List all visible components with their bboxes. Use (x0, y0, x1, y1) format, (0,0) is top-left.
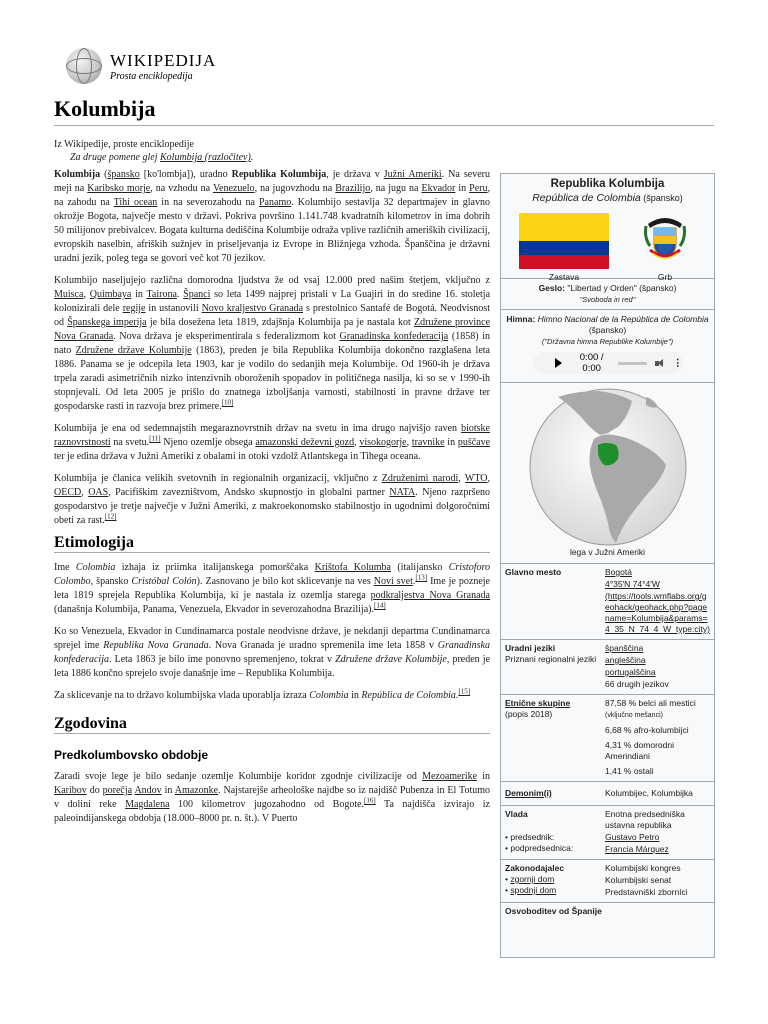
wikipedia-globe-icon (66, 48, 102, 84)
site-tagline: Prosta enciklopedija (110, 71, 193, 82)
link-oecd[interactable]: OECD (54, 487, 82, 498)
demonym-link[interactable]: Demonim(i) (505, 788, 552, 798)
link-spansko[interactable]: špansko (107, 169, 140, 180)
infobox-motto: Geslo: "Libertad y Orden" (špansko) "Svoboda in red" (538, 283, 677, 304)
infobox-row-demonym: Demonim(i) Kolumbijec, Kolumbijka (501, 781, 714, 805)
infobox-title: Republika Kolumbija (550, 178, 665, 190)
volume-icon[interactable] (655, 359, 663, 368)
flag-caption: Zastava (548, 272, 580, 282)
language-link[interactable]: španščina (605, 643, 644, 653)
link-amazonski-gozd[interactable]: amazonski deževni gozd (255, 437, 355, 448)
infobox-row-government: Vlada • predsednik: • podpredsednica: Enotna predsedniška ustavna republika Gustavo Petro Francia Márquez (501, 805, 714, 859)
wikipedia-logo[interactable] (66, 48, 266, 88)
link-spanci[interactable]: Španci (183, 289, 211, 300)
coat-caption: Grb (657, 272, 673, 282)
link-zdruzene-drzave-kolumbije[interactable]: Združene države Kolumbije (75, 345, 192, 356)
link-karibi[interactable]: Karibov (54, 785, 87, 796)
capital-link[interactable]: Bogotá (605, 567, 632, 577)
link-wto[interactable]: WTO (464, 473, 488, 484)
ethnic-groups-link[interactable]: Etnične skupine (505, 698, 571, 708)
link-mezoamerika[interactable]: Mezoamerike (422, 771, 478, 782)
infobox-row-legislature: Zakonodajalec • zgornji dom • spodnji dom Kolumbijski kongres Kolumbijski senat Predstavniški zborníci (501, 859, 714, 902)
hatnote: Za druge pomene glej Kolumbija (razločitev). (70, 152, 254, 163)
location-map[interactable] (528, 387, 688, 547)
coat-of-arms-icon[interactable] (644, 210, 686, 264)
subsection-heading-predkolumbovsko: Predkolumbovsko obdobje (54, 748, 209, 762)
link-ekvador[interactable]: Ekvador (421, 183, 456, 194)
disambiguation-link[interactable]: Kolumbija (razločitev) (160, 152, 251, 163)
link-nato[interactable]: NATA (389, 487, 416, 498)
link-quimbaya[interactable]: Quimbaya (89, 289, 132, 300)
zgodovina-paragraph-1: Zaradi svoje lege je bilo sedanje ozemlje Kolumbije koridor zgodnje civilizacije od Mezoamerike in Karibov do porečja Andov in Amazonke. Najstarejše arheološke najdbe so iz najdišč Pubenza in El Totumo v dolini reke Magdalena 100 kilometrov jugozahodno od Bogote.[16] Ta najdišča izvirajo iz paleoindijanskega obdobja (18.000–8000 pr. n. št.). V Puerto (54, 771, 491, 824)
map-caption: lega v Južni Ameriki (569, 547, 646, 557)
link-kristof-kolumb[interactable]: Krištofa Kolumba (314, 562, 391, 573)
vice-president-link[interactable]: Francia Márquez (605, 844, 669, 854)
link-spanski-imperij[interactable]: Španskega imperija (67, 317, 147, 328)
section-heading-etimologija: Etimologija (54, 536, 490, 553)
president-link[interactable]: Gustavo Petro (605, 832, 660, 842)
reference-link[interactable]: [11] (149, 434, 161, 443)
language-link[interactable]: portugalščina (605, 667, 656, 677)
link-muisca[interactable]: Muisca (54, 289, 84, 300)
reference-link[interactable]: [10] (221, 398, 234, 407)
site-subtitle: Iz Wikipedije, proste enciklopedije (54, 139, 194, 150)
infobox-anthem: Himna: Himno Nacional de la República de Colombia (špansko) ("Državna himna Republike Kolumbije") 0:00 / 0:00 ⋮ (506, 314, 709, 374)
link-zdruzeni-narodi[interactable]: Združenimi narodi (381, 473, 459, 484)
link-tairona[interactable]: Tairona (146, 289, 177, 300)
link-andi[interactable]: Andov (134, 785, 162, 796)
link-porecje[interactable]: porečja (102, 785, 133, 796)
title-divider (54, 125, 714, 126)
link-travnike[interactable]: travnike (411, 437, 445, 448)
reference-link[interactable]: [14] (373, 601, 386, 610)
link-biotska-raznovrstnost[interactable]: biotske raznovrstnosti (54, 423, 490, 448)
infobox-row-capital (501, 563, 714, 639)
site-wordmark: WIKIPEDIJA (110, 51, 217, 70)
link-regije[interactable]: regije (122, 303, 146, 314)
upper-house-link[interactable]: zgornji dom (510, 874, 555, 884)
link-magdalena[interactable]: Magdalena (125, 799, 170, 810)
reference-link[interactable]: [16] (364, 796, 376, 805)
more-options-icon[interactable]: ⋮ (673, 357, 683, 369)
etimologija-paragraph-1: Ime Colombia izhaja iz priimka italijanskega pomorščaka Krištofa Kolumba (italijansko Cristoforo Colombo, špansko Cristóbal Colón). Zasnovano je bilo kot sklicevanje na ves Novi svet.[13] Ime je pozneje leta 1819 sprejela Republika Kolumbija, ki je nastala iz ozemlja starega podkraljestva Nova Granada (današnja Kolumbija, Panama, Venezuela, Ekvador in severozahodna Brazilija).[14] (54, 562, 490, 615)
link-zdruzene-province[interactable]: Združene province Nova Granada (54, 317, 491, 342)
audio-progress-track[interactable] (618, 362, 647, 365)
infobox-row-independence: Osvoboditev od Španije (501, 902, 714, 920)
link-venezuela[interactable]: Venezuelo (212, 183, 255, 194)
infobox-row-ethnic: Etnične skupine (popis 2018) 87,58 % belci ali mestici (vključno mešanci) 6,68 % afro-kolumbijci 4,31 % domorodni Amerindiani 1,41 % ostali (501, 694, 714, 781)
intro-paragraph-1: Kolumbija (špansko [ko'lombja]), uradno Republika Kolumbija, je država v Južni Ameriki. Na severu meji na Karibsko morje, na vzhodu na Venezuelo, na jugovzhodu na Brazilijo, na jugu na Ekvador in Peru, na zahodu na Tihi ocean in na severozahodu na Panamo. Kolumbijo sestavlja 32 departmajev in glavno okrožje Bogota, največje mesto v državi. Pokriva površino 1.141.748 kvadratnih kilometrov in ima dobrih 50 milijonov prebivalcev. Bogata kulturna dediščina Kolumbije odraža vplive različnih ameriških civilizacij, evropskih naselbin, afriških sužnjev in priseljevanja iz Evrope in Bližnjega vzhoda. Španščina je državni uradni jezik, poleg tega se govori več kot 70 jezikov. (54, 169, 491, 264)
infobox (500, 173, 715, 958)
link-granadinska-konfederacija[interactable]: Granadinska konfederacija (339, 331, 449, 342)
link-amazonka[interactable]: Amazonke (174, 785, 219, 796)
link-panama[interactable]: Panamo (259, 197, 292, 208)
link-oas[interactable]: OAS (88, 487, 109, 498)
lower-house-link[interactable]: spodnji dom (510, 885, 557, 895)
geohack-link[interactable]: (https://tools.wmflabs.org/geohack/geohack.php?pagename=Kolumbija&params=4_35_N_74_4_W_type:city) (605, 591, 710, 634)
etimologija-paragraph-2: Ko so Venezuela, Ekvador in Cundinamarca postale neodvisne države, je nekdanji departma Cundinamarca sprejel ime Republika Nova Granada. Nova Granada je uradno spremenila ime leta 1858 v Granadinska konfederacija. Leta 1863 je bilo ime ponovno spremenjeno, tokrat v Združene države Kolumbije, preden je leta 1886 končno sprejelo svoje današnje ime – Republika Kolumbija. (54, 626, 491, 679)
flag-image[interactable] (519, 213, 609, 269)
link-karibsko-morje[interactable]: Karibsko morje (87, 183, 151, 194)
reference-link[interactable]: [15] (458, 687, 471, 696)
page-title: Kolumbija (54, 96, 156, 121)
link-novo-kraljestvo-granada[interactable]: Novo kraljestvo Granada (201, 303, 304, 314)
capital-coordinates-link[interactable]: 4°35′N 74°4′W (605, 579, 660, 589)
link-novi-svet[interactable]: Novi svet (373, 576, 413, 587)
infobox-row-languages: Uradni jeziki Priznani regionalni jeziki španščina angleščina portugalščina 66 drugih jezikov (501, 639, 714, 694)
reference-link[interactable]: [12] (104, 512, 117, 521)
section-heading-zgodovina: Zgodovina (54, 717, 490, 734)
language-link[interactable]: angleščina (605, 655, 646, 665)
play-icon[interactable] (555, 358, 562, 368)
link-juzna-amerika[interactable]: Južni Ameriki (383, 169, 442, 180)
reference-link[interactable]: [13] (415, 573, 428, 582)
link-visokogorje[interactable]: visokogorje (359, 437, 407, 448)
article-body (54, 168, 490, 834)
audio-time: 0:00 / 0:00 (579, 352, 604, 374)
intro-paragraph-3: Kolumbija je ena od sedemnajstih megaraznovrstnih držav na svetu in ima drugo najvišjo raven biotske raznovrstnosti na svetu.[11] Njeno ozemlje obsega amazonski deževni gozd, visokogorje, travnike in puščave ter je edina država v Južni Ameriki z obalami in otoki vzdolž Atlantskega in Tihega oceana. (54, 423, 491, 462)
link-tihi-ocean[interactable]: Tihi ocean (113, 197, 158, 208)
capital-label: Glavno mesto (505, 567, 562, 577)
etimologija-paragraph-3: Za sklicevanje na to državo kolumbijska vlada uporablja izraza Colombia in República de Colombia.[15] (54, 687, 471, 701)
intro-paragraph-4: Kolumbija je članica velikih svetovnih in regionalnih organizacij, vključno z Združenimi narodi, WTO, OECD, OAS, Pacifiškim zavezništvom, Andsko skupnostjo in globalni partner NATA. Njeno razpršeno gospodarstvo je tretje največje v Južni Ameriki, z makroekonomsko stabilnostjo in ugodnimi dolgoročnimi obeti za rast.[12] (54, 473, 491, 526)
link-puscave[interactable]: puščave (457, 437, 491, 448)
link-peru[interactable]: Peru (469, 183, 488, 194)
infobox-native-name: República de Colombia (špansko) (532, 192, 683, 204)
link-podkraljestvo-nova-granada[interactable]: podkraljestva Nova Granada (370, 590, 490, 601)
anthem-audio-player[interactable] (533, 352, 683, 374)
intro-paragraph-2: Kolumbijo naseljujejo različna domorodna ljudstva že od vsaj 12.000 pred našim štetjem, vključno z Muisca, Quimbaya in Tairona. Španci so leta 1499 najprej pristali v La Guajiri in do sredine 16. stoletja kolonizirali dele regije in ustanovili Novo kraljestvo Granada s prestolnico Santafé de Bogotá. Neodvisnost od Španskega imperija je bila dosežena leta 1819, zdajšnja Kolumbija pa je nastala kot Združene province Nova Granada. Nova država je eksperimentirala s federalizmom kot Granadinska konfederacija (1858) in nato Združene države Kolumbije (1863), preden je bila Republika Kolumbija dokončno razglašena leta 1886. Panama se je odcepila leta 1903, kar je vodilo do sedanjih meja Kolumbije. Od 1960-ih je država trpela zaradi asimetričnih nizko intenzivnih oboroženih spopadov in političnega nasilja, ki so se v 1990-ih stopnjevali. Od leta 2005 je prišlo do znatnega izboljšanja varnosti, stabilnosti in pravne države ter gospodarske rasti in razvoja brez primere.[10] (54, 275, 491, 412)
infobox-symbols (501, 210, 714, 282)
link-brazilija[interactable]: Brazilijo (335, 183, 371, 194)
